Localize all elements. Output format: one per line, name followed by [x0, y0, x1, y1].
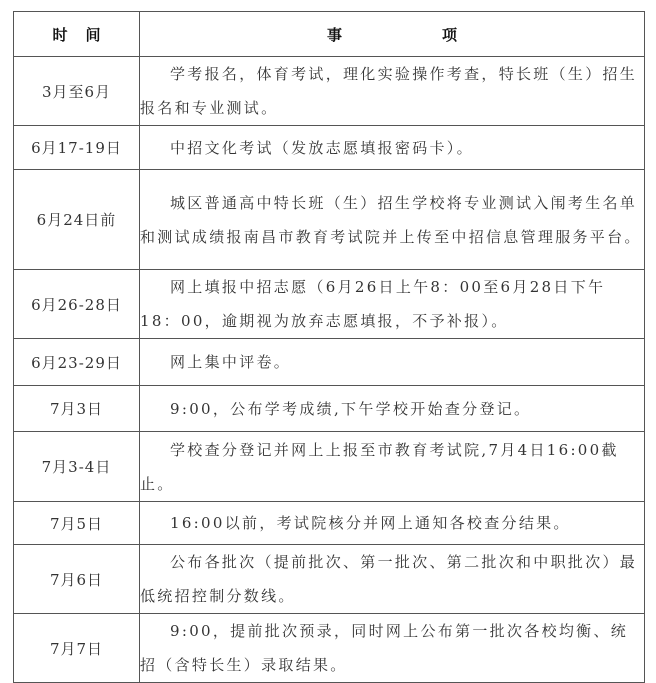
item-cell — [140, 170, 645, 270]
item-cell — [140, 126, 645, 170]
time-cell: 7月5日 — [14, 502, 140, 545]
item-cell — [140, 386, 645, 432]
item-text: 城区普通高中特长班（生）招生学校将专业测试入闱考生名单和测试成绩报南昌市教育考试院并上传至中招信息管理服务平台。 — [140, 193, 642, 246]
table-row — [14, 57, 645, 126]
table-row — [14, 432, 645, 502]
time-cell: 7月7日 — [14, 614, 140, 683]
time-cell: 7月3-4日 — [14, 432, 140, 502]
header-item-label: 事项 — [326, 25, 557, 44]
item-cell — [140, 545, 645, 614]
time-cell: 7月3日 — [14, 386, 140, 432]
header-time-label: 时间 — [52, 25, 119, 44]
item-cell — [140, 432, 645, 502]
table-row — [14, 339, 645, 386]
item-cell — [140, 614, 645, 683]
item-cell — [140, 502, 645, 545]
item-cell — [140, 339, 645, 386]
table-row — [14, 270, 645, 339]
time-cell: 6月26-28日 — [14, 270, 140, 339]
table-row — [14, 502, 645, 545]
time-cell: 6月24日前 — [14, 170, 140, 270]
header-time — [14, 12, 140, 57]
time-cell: 6月17-19日 — [14, 126, 140, 170]
item-text: 学校查分登记并网上上报至市教育考试院,7月4日16:00截止。 — [140, 440, 619, 493]
schedule-table — [13, 11, 645, 683]
item-text: 中招文化考试（发放志愿填报密码卡）。 — [170, 138, 474, 157]
table-row — [14, 614, 645, 683]
time-cell: 6月23-29日 — [14, 339, 140, 386]
item-text: 网上填报中招志愿（6月26日上午8：00至6月28日下午18：00，逾期视为放弃志愿填报，不予补报）。 — [140, 278, 606, 330]
item-text: 公布各批次（提前批次、第一批次、第二批次和中职批次）最低统招控制分数线。 — [140, 553, 638, 605]
item-cell — [140, 57, 645, 126]
item-text: 16:00以前，考试院核分并网上通知各校查分结果。 — [170, 514, 571, 532]
item-text: 网上集中评卷。 — [170, 353, 292, 371]
table-row — [14, 170, 645, 270]
time-cell: 3月至6月 — [14, 57, 140, 126]
item-cell — [140, 270, 645, 339]
table-row — [14, 126, 645, 170]
header-item — [140, 12, 645, 57]
header-row — [14, 12, 645, 57]
table-row — [14, 545, 645, 614]
table-row — [14, 386, 645, 432]
item-text: 学考报名，体育考试，理化实验操作考查，特长班（生）招生报名和专业测试。 — [140, 65, 638, 117]
item-text: 9:00，提前批次预录，同时网上公布第一批次各校均衡、统招（含特长生）录取结果。 — [140, 622, 629, 674]
time-cell: 7月6日 — [14, 545, 140, 614]
item-text: 9:00，公布学考成绩,下午学校开始查分登记。 — [170, 399, 532, 418]
